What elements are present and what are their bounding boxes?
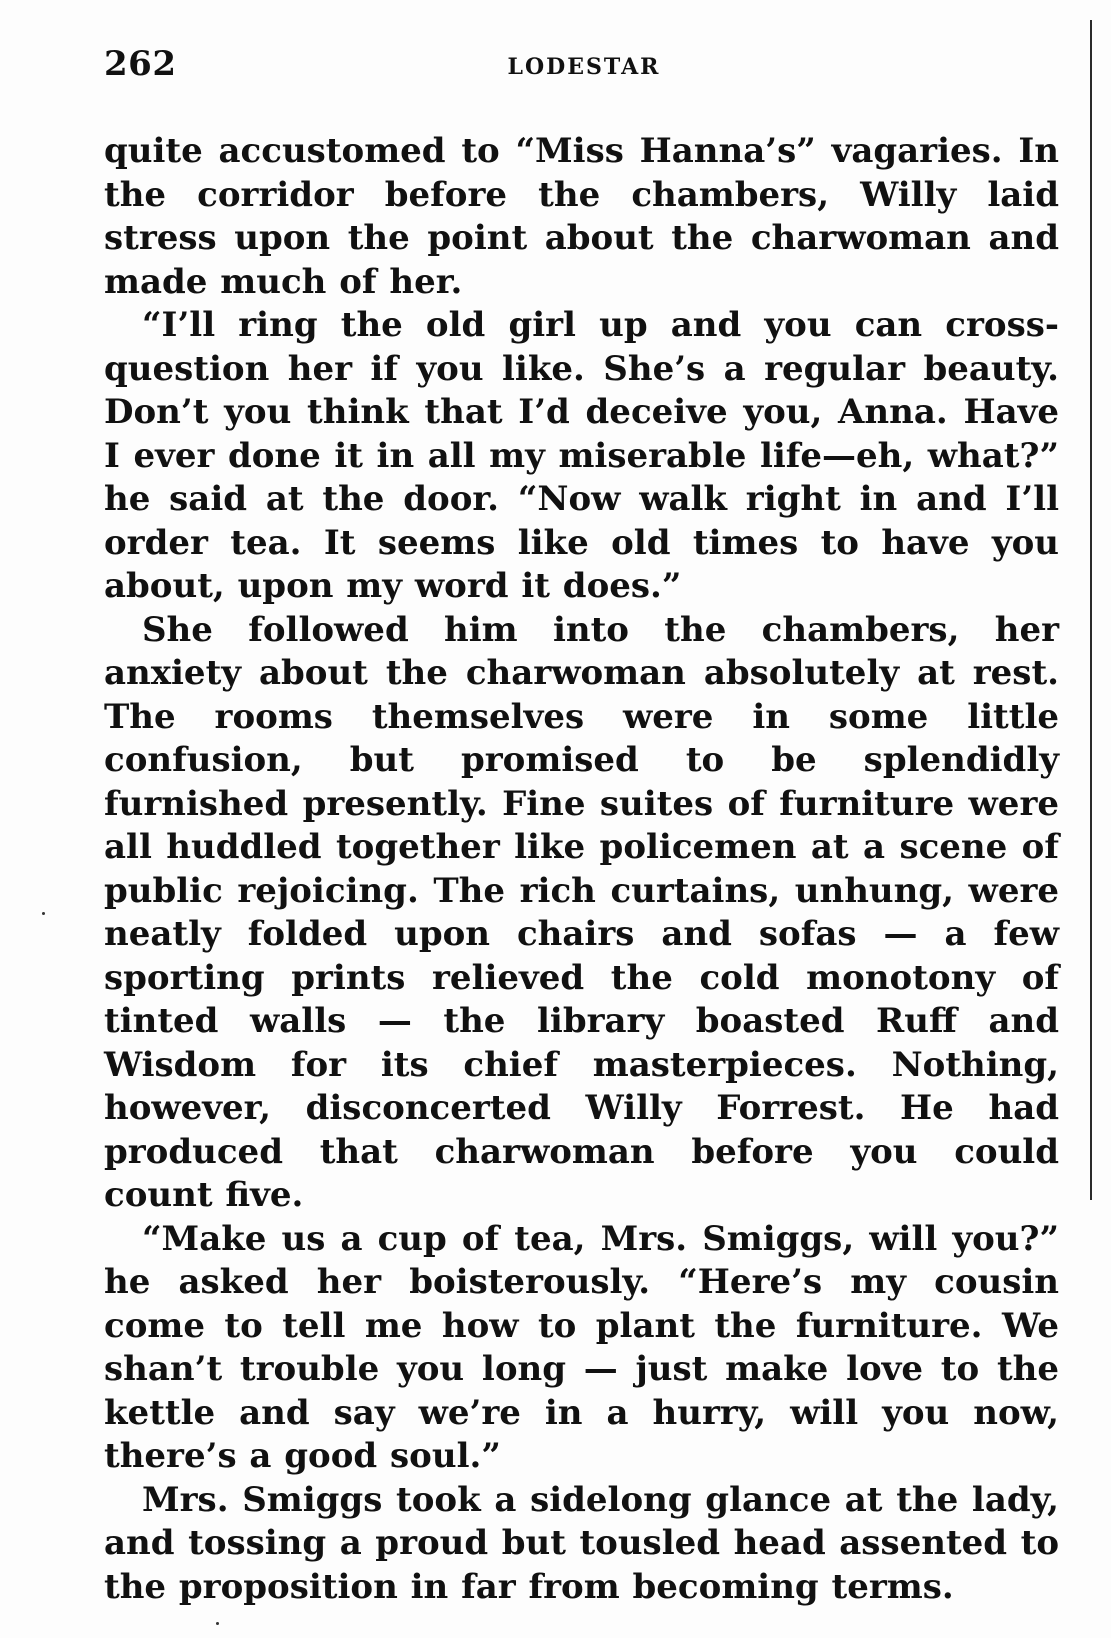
paragraph: “I’ll ring the old girl up and you can cross-question her if you like. She’s a regular beauty. Don’t you think that I’d deceive you, Anna. Have I ever done it in all my miserable life—eh, what?” he said at the door. “Now walk right in and I’ll order tea. It seems like old times to have you about, upon my word it does.” bbox=[104, 305, 1059, 606]
scan-speck bbox=[216, 1622, 219, 1625]
paragraph: “Make us a cup of tea, Mrs. Smiggs, will you?” he asked her boisterously. “Here’s my cousin come to tell me how to plant the furniture. We shan’t trouble you long — just make love to the kettle and say we’re in a hurry, will you now, there’s a good soul.” bbox=[104, 1218, 1059, 1476]
running-title: LODESTAR bbox=[507, 54, 661, 80]
page-number: 262 bbox=[104, 44, 177, 84]
paragraph: Mrs. Smiggs took a sidelong glance at the lady, and tossing a proud but tousled head assented to the proposition in far from becoming terms. bbox=[104, 1479, 1059, 1607]
running-head bbox=[104, 40, 1064, 100]
paragraph: She followed him into the chambers, her anxiety about the charwoman absolutely at rest. The rooms themselves were in some little confusion, but promised to be splendidly furnished presently. Fine suites of furniture were all huddled together like policemen at a scene of public rejoicing. The rich curtains, unhung, were neatly folded upon chairs and sofas — a few sporting prints relieved the cold monotony of tinted walls — the library boasted Ruff and Wisdom for its chief masterpieces. Nothing, however, disconcerted Willy Forrest. He had produced that charwoman before you could count five. bbox=[104, 609, 1059, 1215]
page-edge-line bbox=[1090, 20, 1092, 1200]
paragraph: quite accustomed to “Miss Hanna’s” vagaries. In the corridor before the chambers, Willy laid stress upon the point about the charwoman and made much of her. bbox=[104, 131, 1059, 302]
body-text bbox=[104, 130, 1059, 1609]
scan-speck bbox=[42, 912, 45, 915]
